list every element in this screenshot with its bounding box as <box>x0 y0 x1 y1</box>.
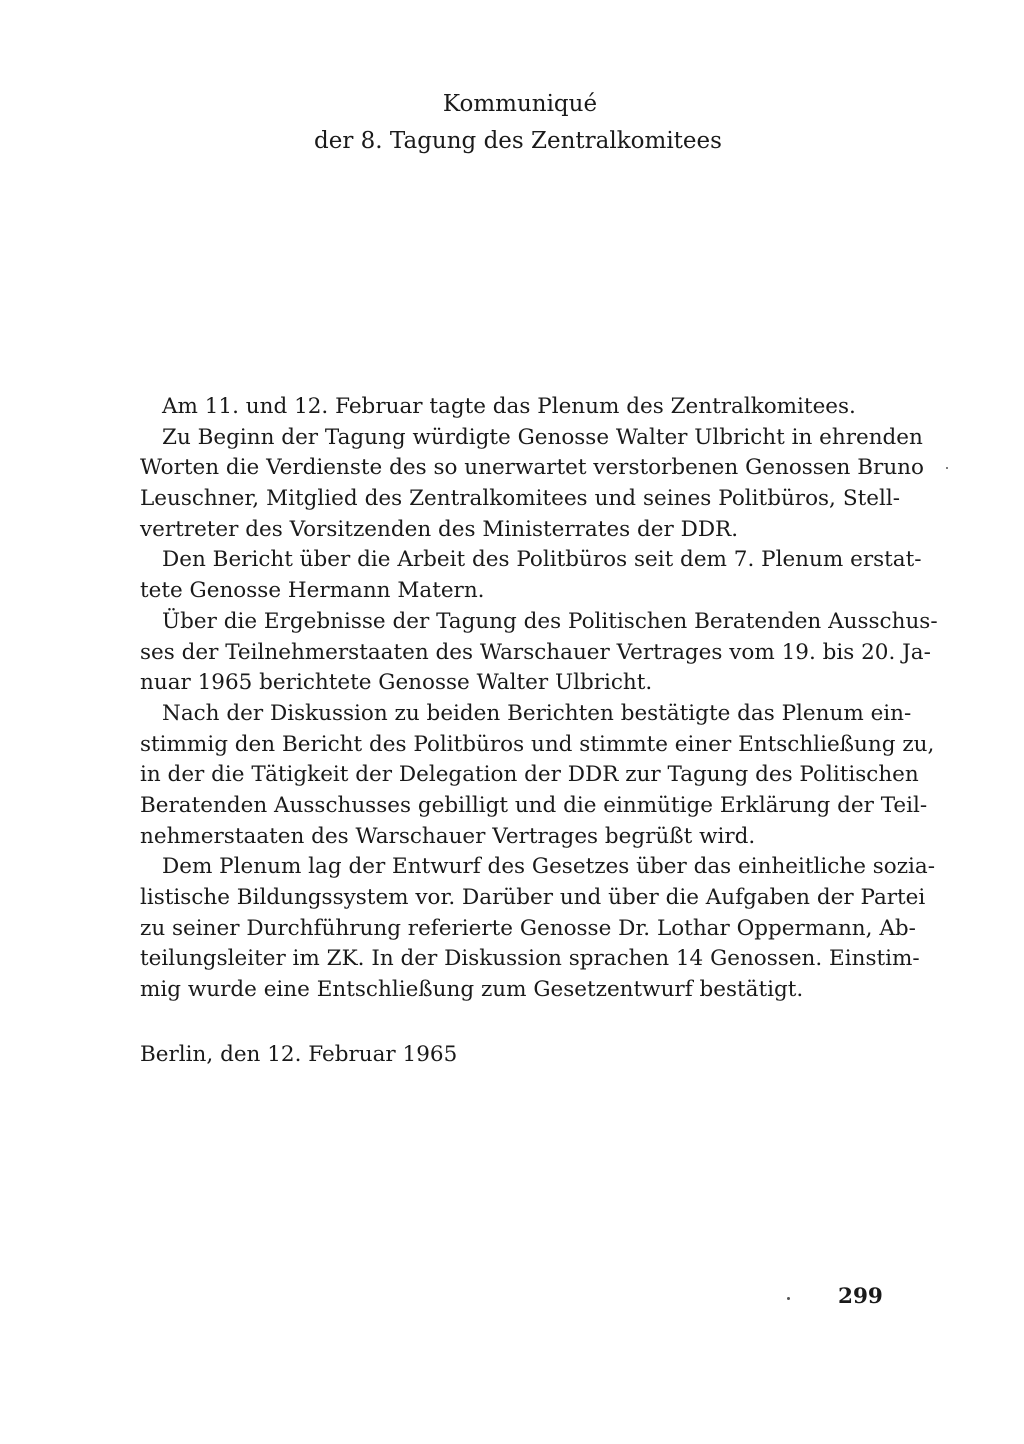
paragraph-line: teilungsleiter im ZK. In der Diskussion sprachen 14 Genossen. Einstim- <box>140 946 920 972</box>
paragraph-line: stimmig den Bericht des Politbüros und stimmte einer Entschließung zu, <box>140 731 935 757</box>
dateline: Berlin, den 12. Februar 1965 <box>140 1042 458 1067</box>
paragraph-line: Dem Plenum lag der Entwurf des Gesetzes über das einheitliche sozia- <box>162 854 936 880</box>
paragraph-line: tete Genosse Hermann Matern. <box>140 578 485 604</box>
paragraph-line: vertreter des Vorsitzenden des Ministerrates der DDR. <box>140 516 739 542</box>
print-speck <box>787 1297 790 1300</box>
paragraph-line: Leuschner, Mitglied des Zentralkomitees und seines Politbüros, Stell- <box>140 486 900 512</box>
paragraph-line: zu seiner Durchführung referierte Genosse Dr. Lothar Oppermann, Ab- <box>140 915 916 941</box>
paragraph-line: ses der Teilnehmerstaaten des Warschauer Vertrages vom 19. bis 20. Ja- <box>140 639 931 665</box>
paragraph-line: in der die Tätigkeit der Delegation der DDR zur Tagung des Politischen <box>140 762 919 788</box>
paragraph-line: Beratenden Ausschusses gebilligt und die einmütige Erklärung der Teil- <box>140 792 928 818</box>
page-number: 299 <box>838 1284 883 1309</box>
paragraph-line: Zu Beginn der Tagung würdigte Genosse Walter Ulbricht in ehrenden <box>162 424 923 450</box>
communique-body <box>140 392 938 1006</box>
paragraph-line: listische Bildungssystem vor. Darüber und über die Aufgaben der Partei <box>140 885 926 910</box>
document-title: Kommuniqué <box>442 91 598 117</box>
paragraph-line: nuar 1965 berichtete Genosse Walter Ulbricht. <box>140 670 653 696</box>
paragraph-line: nehmerstaaten des Warschauer Vertrages begrüßt wird. <box>140 823 756 849</box>
paragraph-line: Nach der Diskussion zu beiden Berichten bestätigte das Plenum ein- <box>162 700 912 726</box>
print-speck <box>946 467 948 469</box>
paragraph-line: Am 11. und 12. Februar tagte das Plenum des Zentralkomitees. <box>162 394 856 419</box>
paragraph-line: mig wurde eine Entschließung zum Gesetzentwurf bestätigt. <box>140 977 804 1003</box>
paragraph-line: Den Bericht über die Arbeit des Politbüros seit dem 7. Plenum erstat- <box>162 547 922 573</box>
paragraph-line: Worten die Verdienste des so unerwartet verstorbenen Genossen Bruno <box>140 455 924 481</box>
document-subtitle: der 8. Tagung des Zentralkomitees <box>314 128 722 154</box>
paragraph-line: Über die Ergebnisse der Tagung des Politischen Beratenden Ausschus- <box>162 608 938 634</box>
